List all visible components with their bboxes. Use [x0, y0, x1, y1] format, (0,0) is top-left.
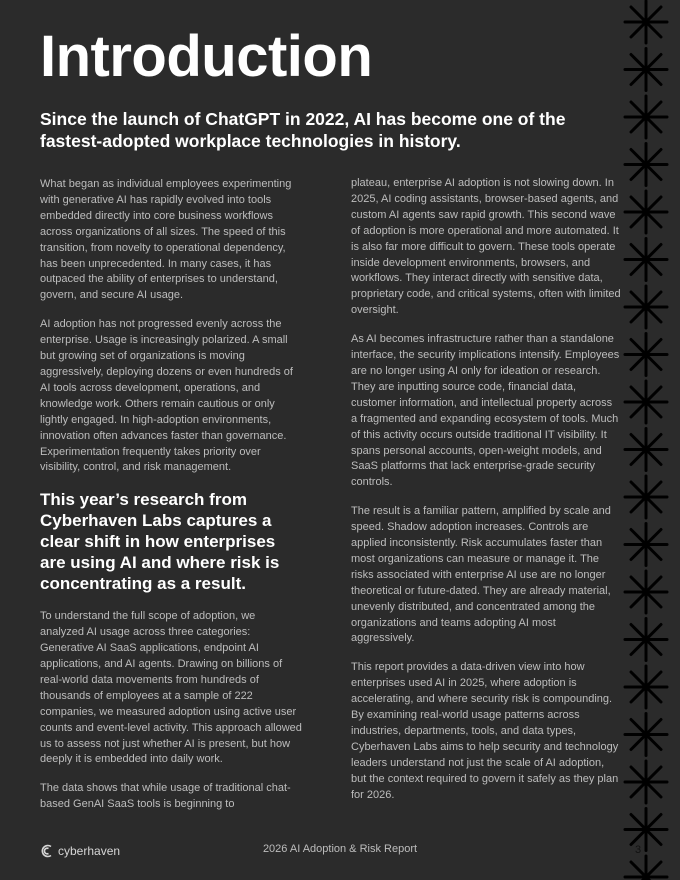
brand-name: cyberhaven [58, 844, 121, 858]
right-column [351, 176, 621, 817]
asterisk-icon [625, 666, 667, 708]
body-paragraph: The result is a familiar pattern, amplified by scale and speed. Shadow adoption increases. Controls are applied inconsistently. Risk accumulates faster than most organizations can measure or manage it. The risks associated with enterprise AI use are no longer theoretical or future-dated. They are already material, unevenly distributed, and concentrated among the organizations and teams adopting AI most aggressively. [351, 505, 611, 645]
asterisk-icon [625, 191, 667, 233]
asterisk-icon [625, 856, 667, 880]
body-paragraph: AI adoption has not progressed evenly across the enterprise. Usage is increasingly polarized. A small but growing set of organizations is moving aggressively, deploying dozens or even hundreds of AI tools across development, operations, and knowledge work. Others remain cautious or only lightly engaged. In high-adoption environments, innovation often advances faster than governance. Experimentation frequently takes priority over visibility, control, and risk management. [40, 318, 293, 474]
body-paragraph: This report provides a data-driven view into how enterprises used AI in 2025, where adoption is accelerating, and where security risk is compounding. By examining real-world usage patterns across industries, departments, tools, and data types, Cyberhaven Labs aims to help security and technology leaders understand not just the scale of AI adoption, but the context required to govern it safely as they plan for 2026. [351, 661, 619, 801]
body-paragraph: To understand the full scope of adoption, we analyzed AI usage across three categories: Generative AI SaaS applications, endpoint AI applications, and AI agents. Drawing on billions of real-world data movements from hundreds of thousands of employees at a sample of 222 companies, we measured adoption using active user counts and event-level activity. This approach allowed us to assess not just whether AI is present, but how deeply it is embedded into daily work. [40, 610, 302, 766]
body-paragraph: The data shows that while usage of traditional chat-based GenAI SaaS tools is beginning to [40, 782, 291, 811]
asterisk-icon [625, 239, 667, 281]
asterisk-icon [625, 429, 667, 471]
body-paragraph: What began as individual employees experimenting with generative AI has rapidly evolved into tools embedded directly into core business workflows across organizations of all sizes. The speed of this transition, from novelty to operational dependency, has been unprecedented. In many cases, it has outpaced the ability of enterprises to understand, govern, and secure AI usage. [40, 178, 292, 302]
report-title: 2026 AI Adoption & Risk Report [262, 843, 418, 855]
asterisk-icon [625, 619, 667, 661]
asterisk-icon [625, 286, 667, 328]
asterisk-icon [625, 334, 667, 376]
asterisk-icon [625, 476, 667, 518]
page-title: Introduction [40, 24, 373, 89]
asterisk-icon [625, 381, 667, 423]
page-subtitle: Since the launch of ChatGPT in 2022, AI has become one of the fastest-adopted workplace technologies in history. [40, 109, 566, 151]
asterisk-icon [625, 144, 667, 186]
asterisk-decoration-strip [622, 0, 680, 880]
pull-quote: This year’s research from Cyberhaven Labs captures a clear shift in how enterprises are using AI and where risk is concentrating as a result. [40, 490, 280, 594]
asterisk-icon [625, 761, 667, 803]
body-paragraph: plateau, enterprise AI adoption is not slowing down. In 2025, AI coding assistants, browser-based agents, and custom AI agents saw rapid growth. This second wave of adoption is more operational and more automated. It is also far more difficult to govern. These tools operate inside development environments, browsers, and workflows. They interact directly with sensitive data, proprietary code, and critical systems, often with limited oversight. [351, 177, 621, 317]
asterisk-icon [625, 714, 667, 756]
asterisk-icon [625, 49, 667, 91]
asterisk-icon [625, 1, 667, 43]
asterisk-icon [625, 524, 667, 566]
asterisk-icon [625, 96, 667, 138]
page-number: 3 [634, 844, 642, 856]
left-column [40, 177, 302, 826]
body-paragraph: As AI becomes infrastructure rather than a standalone interface, the security implications intensify. Employees are no longer using AI only for ideation or research. They are inputting source code, financial data, customer information, and intellectual property across a fragmented and expanding ecosystem of tools. Much of this activity occurs outside traditional IT visibility. It spans personal accounts, open-weight models, and SaaS platforms that lack enterprise-grade security controls. [351, 333, 620, 489]
asterisk-icon [625, 571, 667, 613]
